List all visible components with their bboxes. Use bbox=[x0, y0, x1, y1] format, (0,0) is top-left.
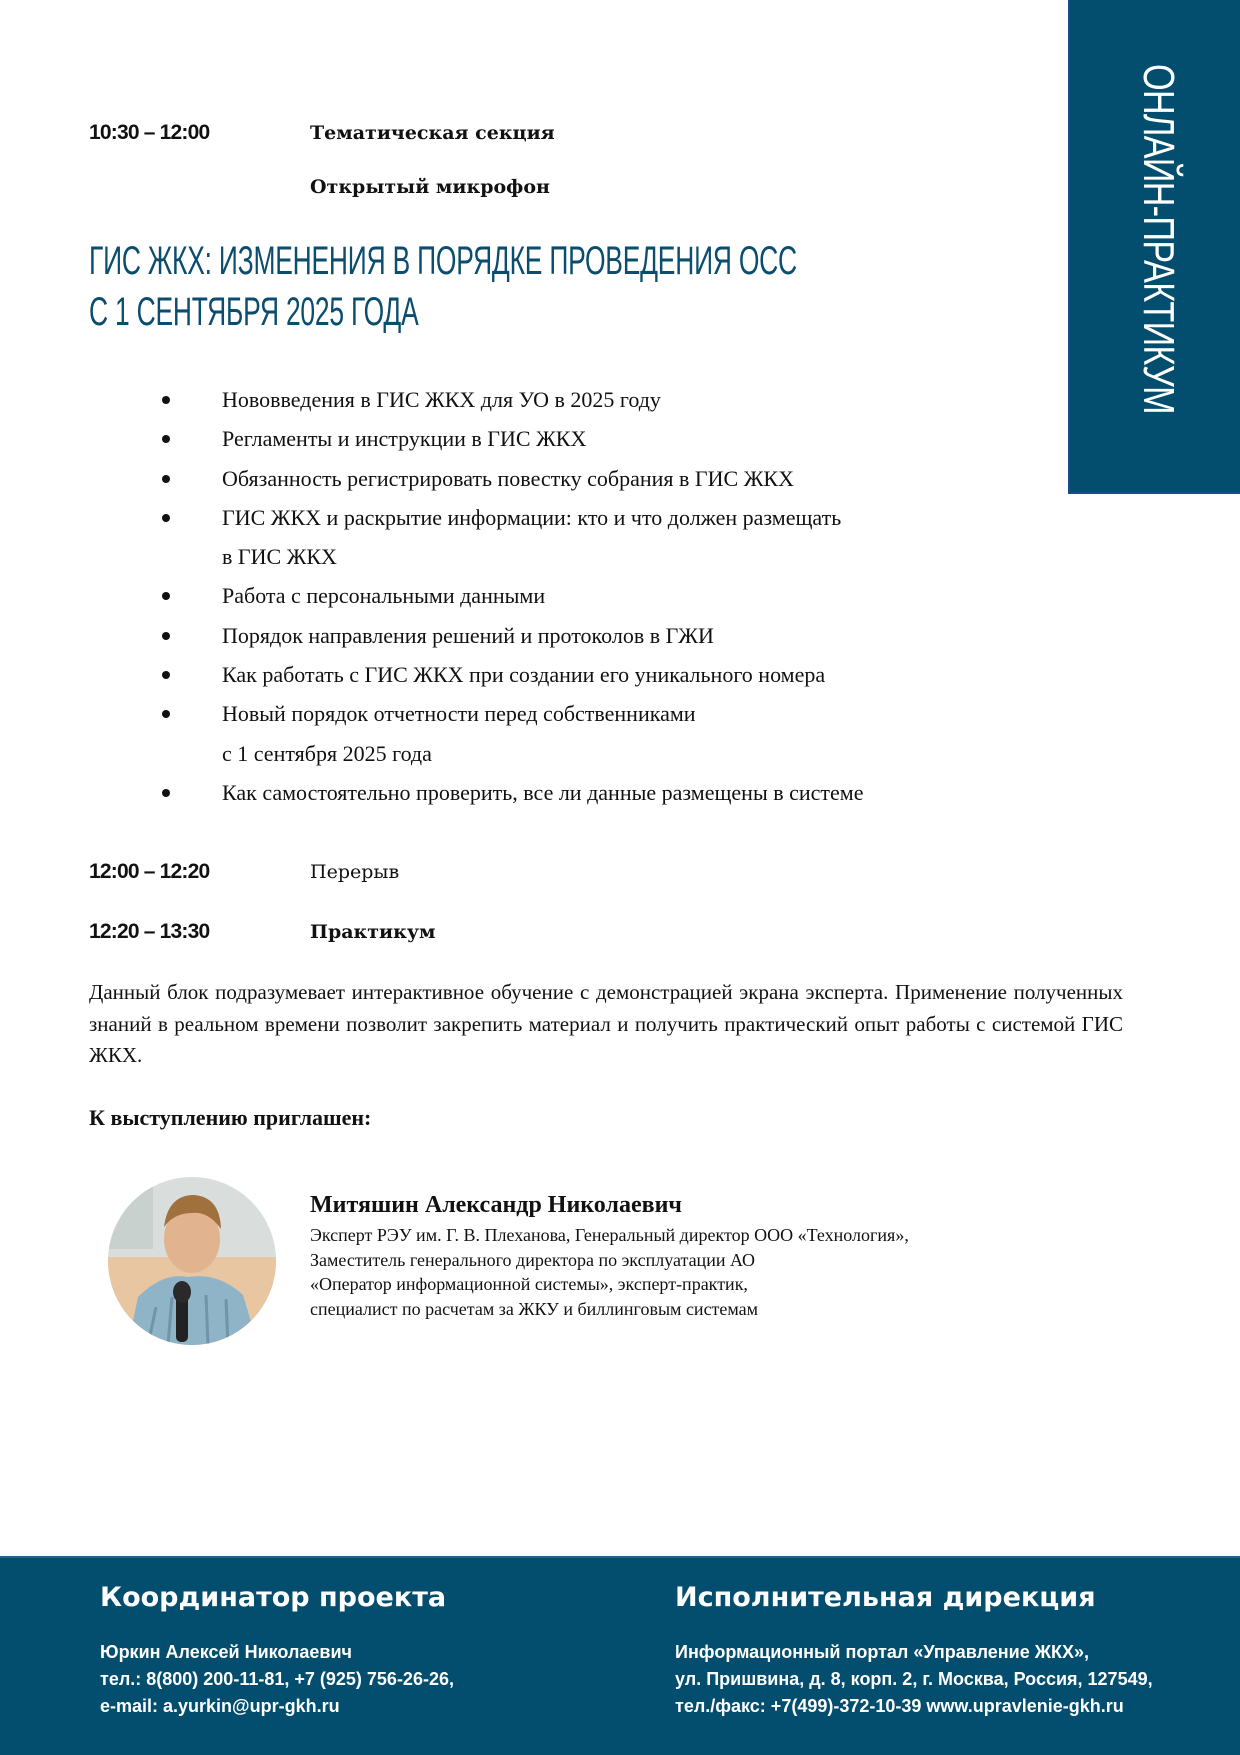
directorate-heading: Исполнительная дирекция bbox=[675, 1582, 1096, 1613]
topic-text: ГИС ЖКХ и раскрытие информации: кто и что должен размещать в ГИС ЖКХ bbox=[222, 504, 842, 570]
practicum-description: Данный блок подразумевает интерактивное обучение с демонстрацией экрана эксперта. Применение полученных знаний в реальном времени позволит закрепить материал и получить практический опыт работы с системой ГИС ЖКХ. bbox=[89, 980, 1123, 1067]
bullet-icon bbox=[162, 671, 170, 679]
list-item bbox=[160, 655, 863, 694]
list-item bbox=[160, 576, 863, 615]
schedule-time: 12:00 – 12:20 bbox=[89, 860, 210, 883]
list-item bbox=[160, 694, 863, 773]
directorate-org: Информационный портал «Управление ЖКХ», bbox=[675, 1642, 1090, 1662]
schedule-title: Практикум bbox=[310, 921, 436, 943]
topic-text: Обязанность регистрировать повестку собрания в ГИС ЖКХ bbox=[222, 465, 794, 491]
speaker-name: Митяшин Александр Николаевич bbox=[310, 1192, 682, 1218]
bullet-icon bbox=[162, 592, 170, 600]
speaker-bio-line: Заместитель генерального директора по эксплуатации АО bbox=[310, 1249, 756, 1270]
topic-text: Нововведения в ГИС ЖКХ для УО в 2025 году bbox=[222, 387, 661, 412]
speaker-bio-line: «Оператор информационной системы», эксперт-практик, bbox=[310, 1274, 748, 1294]
schedule-row bbox=[89, 857, 399, 887]
topic-text: Порядок направления решений и протоколов в ГЖИ bbox=[222, 622, 714, 648]
topic-text: Работа с персональными данными bbox=[222, 583, 546, 609]
bullet-icon bbox=[162, 475, 170, 483]
schedule-title: Перерыв bbox=[310, 861, 400, 883]
schedule-time: 12:20 – 13:30 bbox=[89, 920, 210, 943]
coordinator-block bbox=[100, 1582, 454, 1720]
speaker-photo-illustration bbox=[108, 1177, 276, 1345]
bullet-icon bbox=[162, 632, 170, 640]
directorate-block bbox=[675, 1582, 1153, 1720]
directorate-contacts[interactable]: тел./факс: +7(499)-372-10-39 www.upravlenie-gkh.ru bbox=[675, 1696, 1124, 1716]
coordinator-heading: Координатор проекта bbox=[100, 1582, 447, 1613]
footer bbox=[0, 1556, 1240, 1755]
topic-text: Новый порядок отчетности перед собственниками с 1 сентября 2025 года bbox=[222, 701, 696, 766]
title-line: ГИС ЖКХ: ИЗМЕНЕНИЯ В ПОРЯДКЕ ПРОВЕДЕНИЯ ОСС bbox=[89, 239, 797, 283]
side-banner-label: ОНЛАЙН-ПРАКТИКУМ bbox=[1134, 64, 1183, 414]
speaker-bio-line: специалист по расчетам за ЖКУ и биллинговым системам bbox=[310, 1298, 759, 1319]
schedule-time: 10:30 – 12:00 bbox=[89, 121, 210, 144]
coordinator-name: Юркин Алексей Николаевич bbox=[100, 1642, 352, 1662]
topic-list bbox=[160, 380, 863, 812]
page-title bbox=[89, 236, 797, 338]
speaker-photo bbox=[108, 1177, 276, 1345]
schedule-row bbox=[89, 118, 555, 148]
list-item bbox=[160, 616, 863, 655]
list-item bbox=[160, 459, 863, 498]
bullet-icon bbox=[162, 789, 170, 797]
bullet-icon bbox=[162, 710, 170, 718]
schedule-subtitle: Открытый микрофон bbox=[310, 176, 550, 198]
list-item bbox=[160, 380, 863, 419]
list-item bbox=[160, 773, 863, 812]
side-banner bbox=[1068, 0, 1240, 494]
topic-text: Регламенты и инструкции в ГИС ЖКХ bbox=[222, 426, 587, 452]
bullet-icon bbox=[162, 435, 170, 443]
schedule-row bbox=[89, 917, 436, 947]
list-item bbox=[160, 498, 863, 577]
bullet-icon bbox=[162, 396, 170, 404]
coordinator-email[interactable]: e-mail: a.yurkin@upr-gkh.ru bbox=[100, 1696, 340, 1716]
speaker-bio bbox=[310, 1223, 909, 1321]
topic-text: Как самостоятельно проверить, все ли данные размещены в системе bbox=[222, 779, 864, 805]
coordinator-phone: тел.: 8(800) 200-11-81, +7 (925) 756-26-26, bbox=[100, 1669, 454, 1689]
list-item bbox=[160, 419, 863, 458]
directorate-address: ул. Пришвина, д. 8, корп. 2, г. Москва, Россия, 127549, bbox=[675, 1669, 1153, 1689]
title-line: С 1 СЕНТЯБРЯ 2025 ГОДА bbox=[89, 290, 419, 334]
bullet-icon bbox=[162, 514, 170, 522]
schedule-title: Тематическая секция bbox=[310, 122, 555, 144]
topic-text: Как работать с ГИС ЖКХ при создании его уникального номера bbox=[222, 662, 826, 688]
invited-label: К выступлению приглашен: bbox=[89, 1105, 372, 1130]
speaker-bio-line: Эксперт РЭУ им. Г. В. Плеханова, Генеральный директор ООО «Технология», bbox=[310, 1225, 909, 1245]
